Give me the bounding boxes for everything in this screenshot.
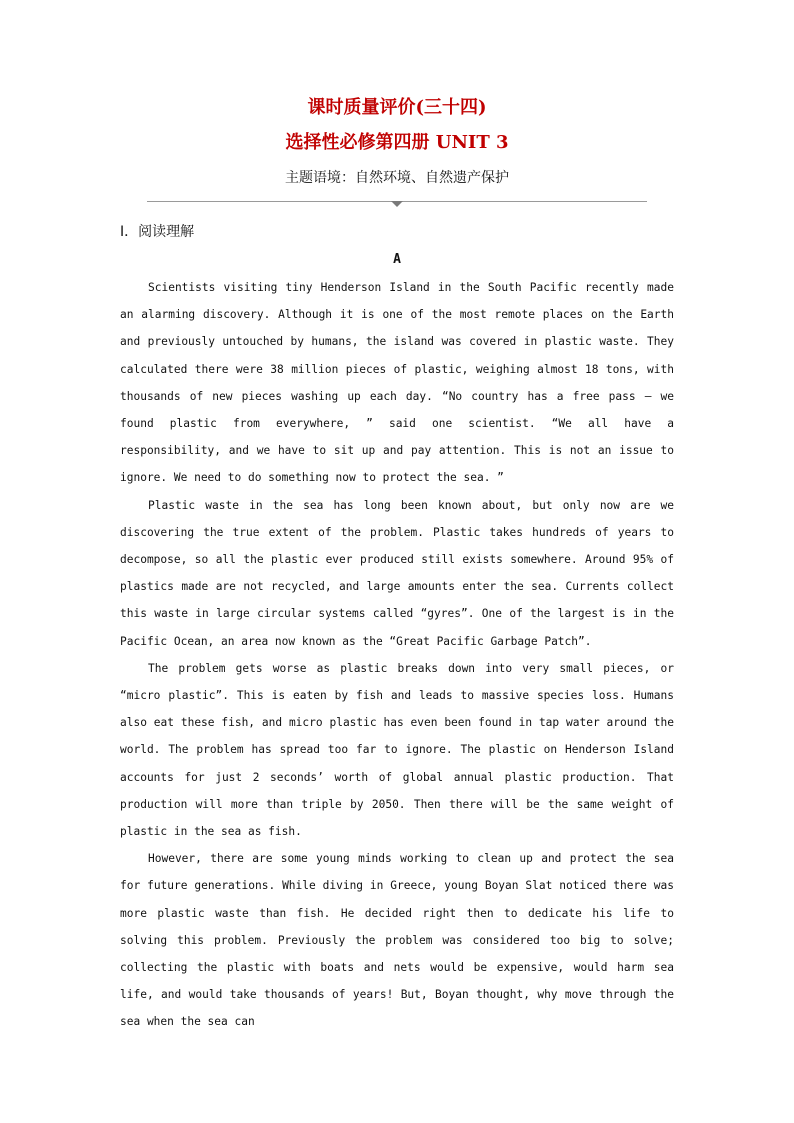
unit-title: 选择性必修第四册 UNIT 3 — [285, 132, 509, 153]
lesson-title: 课时质量评价(三十四) — [307, 97, 487, 118]
passage-body — [120, 274, 674, 1036]
theme-subtitle: 主题语境：自然环境、自然遗产保护 — [285, 170, 509, 186]
paragraph-1: Scientists visiting tiny Henderson Island in the South Pacific recently made an alarming discovery. Although it is one of the most remote places on the Earth and previously untouched by humans, the island was covered in plastic waste. They calculated there were 38 million pieces of plastic, weighing almost 18 tons, with thousands of new pieces washing up each day. “No country has a free pass — we found plastic from everywhere, ” said one scientist. “We all have a responsibility, and we have to sit up and pay attention. This is not an issue to ignore. We need to do something now to protect the sea. ” — [120, 281, 674, 485]
paragraph-3: The problem gets worse as plastic breaks down into very small pieces, or “micro plastic”. This is eaten by fish and leads to massive species loss. Humans also eat these fish, and micro plastic has even been found in tap water around the world. The problem has spread too far to ignore. The plastic on Henderson Island accounts for just 2 seconds’ worth of global annual plastic production. That production will more than triple by 2050. Then there will be the same weight of plastic in the sea as fish. — [120, 661, 674, 839]
divider-arrow-icon — [391, 201, 403, 207]
paragraph-2: Plastic waste in the sea has long been known about, but only now are we discovering the true extent of the problem. Plastic takes hundreds of years to decompose, so all the plastic ever produced still exists somewhere. Around 95% of plastics made are not recycled, and large amounts enter the sea. Currents collect this waste in large circular systems called “gyres”. One of the largest is in the Pacific Ocean, an area now known as the “Great Pacific Garbage Patch”. — [120, 498, 674, 648]
section-label-reading: Ⅰ．阅读理解 — [120, 224, 195, 240]
paragraph-4: However, there are some young minds working to clean up and protect the sea for future generations. While diving in Greece, young Boyan Slat noticed there was more plastic waste than fish. He decided right then to dedicate his life to solving this problem. Previously the problem was considered too big to solve; collecting the plastic with boats and nets would be expensive, would harm sea life, and would take thousands of years! But, Boyan thought, why move through the sea when the sea can — [120, 852, 674, 1029]
passage-label: A — [393, 252, 401, 267]
